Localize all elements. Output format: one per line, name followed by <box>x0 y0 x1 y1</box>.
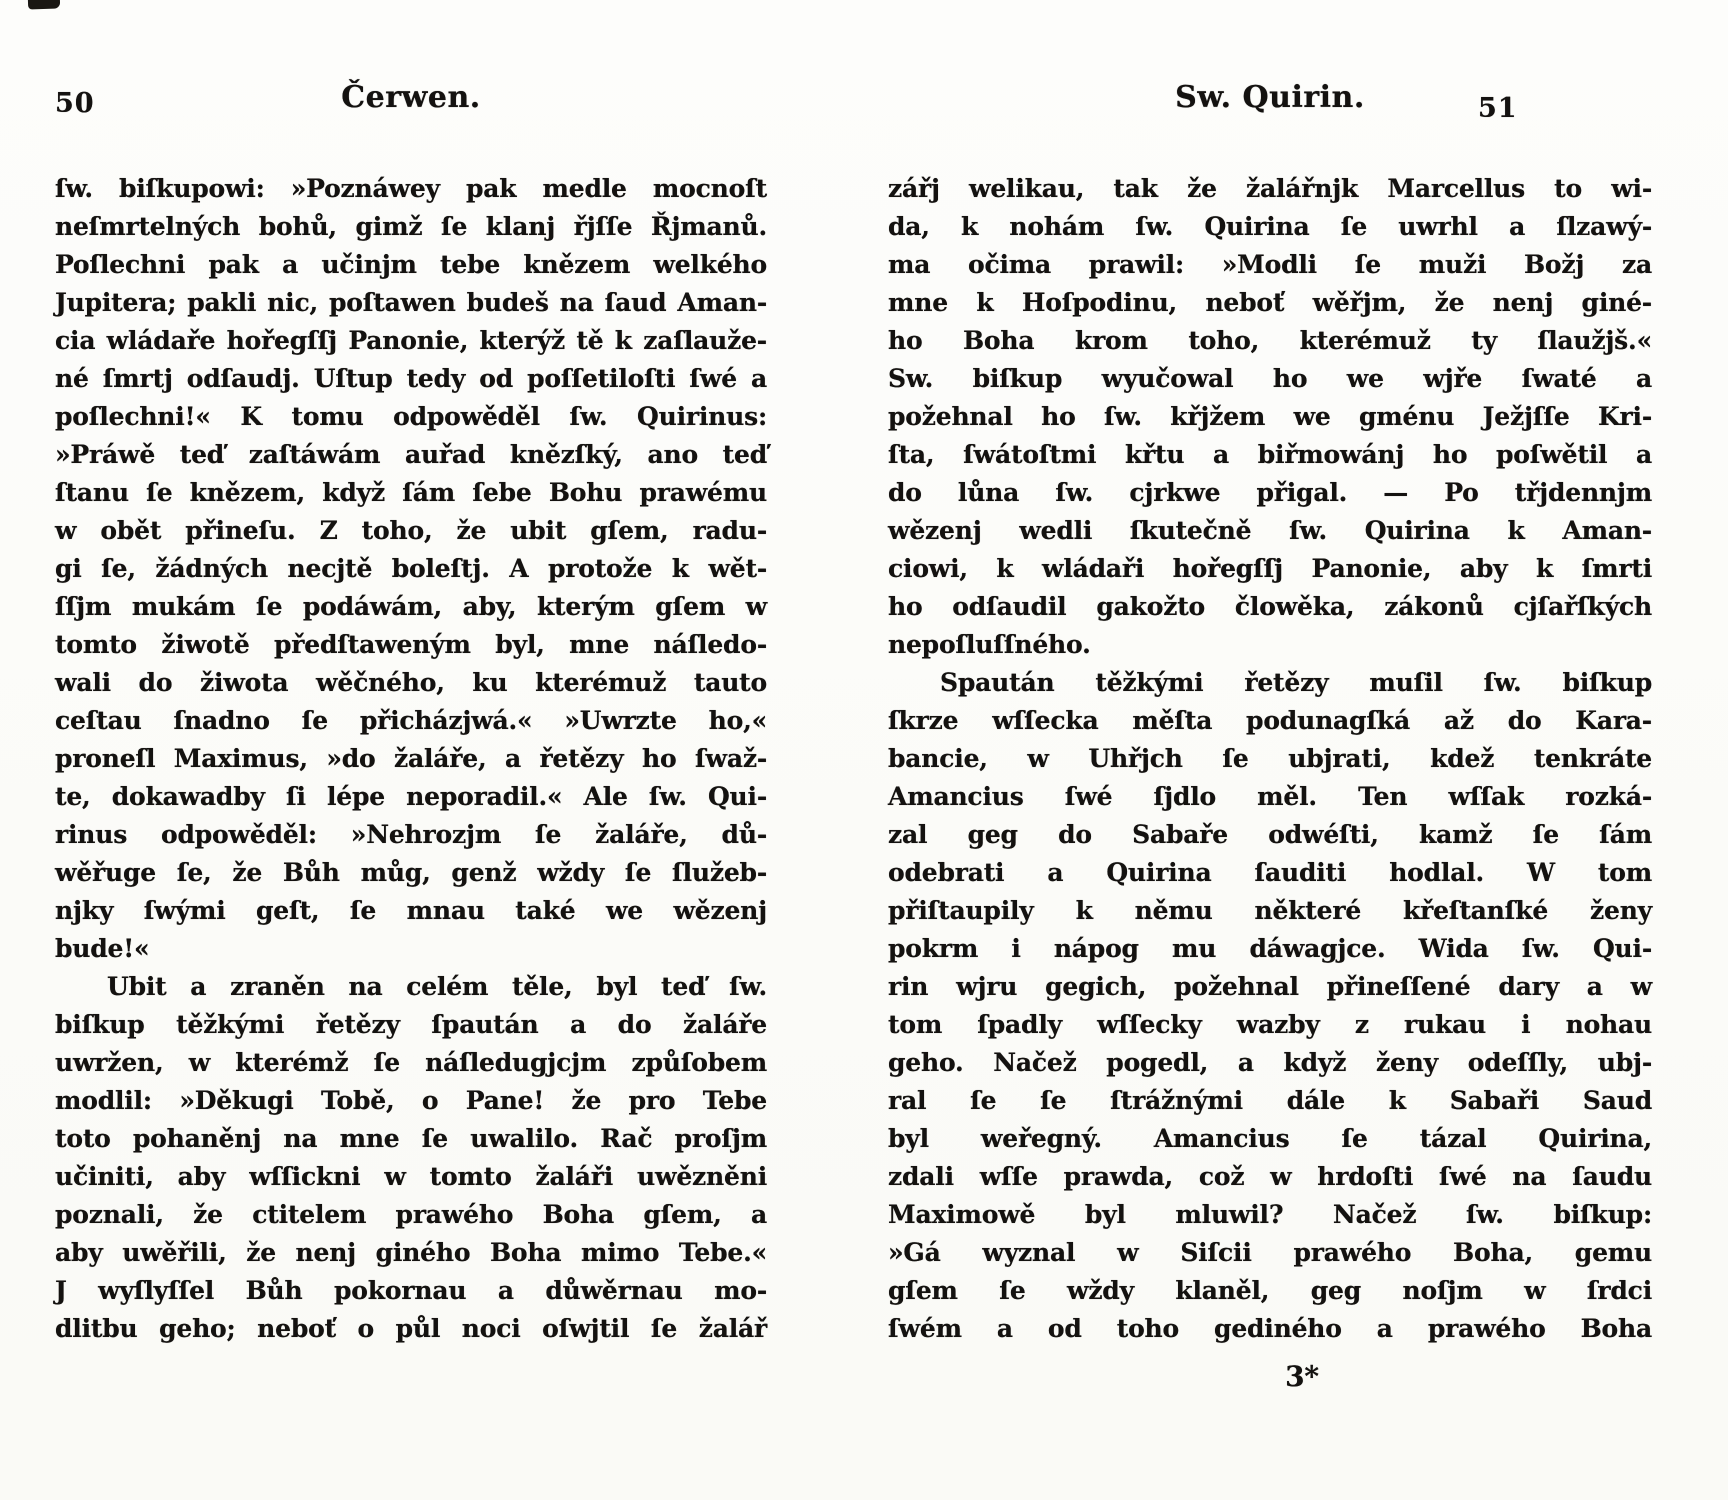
running-header-right: Sw. Quirin. <box>1175 80 1365 115</box>
text-line: gi ſe, žádných necjtě boleſtj. A protože k wět- <box>55 554 767 583</box>
text-line: ſkrze wſſecka měſta podunagſká až do Kara- <box>888 706 1652 735</box>
text-line: učiniti, aby wſſickni w tomto žaláři uwězněni <box>55 1162 767 1191</box>
text-line: Jupitera; pakli nic, poſtawen budeš na ſaud Aman- <box>55 288 767 317</box>
text-line: ma očima prawil: »Modli ſe muži Božj za <box>888 250 1652 279</box>
text-line: ho Boha krom toho, kterémuž ty ſlaužjš.« <box>888 326 1652 355</box>
text-line: požehnal ho ſw. křjžem we gménu Ježjſſe Kri- <box>888 402 1652 431</box>
page-number-right: 51 <box>1478 93 1518 124</box>
text-line: ho odſaudil gakožto člowěka, zákonů cjſařſkých <box>888 592 1652 621</box>
text-line: né ſmrtj odſaudj. Uſtup tedy od poſſetiloſti ſwé a <box>55 364 767 393</box>
text-line: zářj welikau, tak že žalářnjk Marcellus to wi- <box>888 174 1652 203</box>
text-line: do lůna ſw. cjrkwe přigal. — Po třjdennjm <box>888 478 1652 507</box>
text-line: J wyſlyſſel Bůh pokornau a důwěrnau mo- <box>55 1276 767 1305</box>
text-line: wali do žiwota wěčného, ku kterémuž tauto <box>55 668 767 697</box>
page-number-left: 50 <box>55 88 95 119</box>
text-line: ral ſe ſe ſtrážnými dále k Sabaři Saud <box>888 1086 1652 1115</box>
signature-mark: 3* <box>1285 1360 1319 1393</box>
text-column-right <box>888 170 1652 1396</box>
text-line: tomto žiwotě předſtaweným byl, mne náſledo- <box>55 630 767 659</box>
text-line: nepoſluſſného. <box>888 630 1091 659</box>
text-line: »Práwě teď zaſtáwám auřad knězſký, ano teď <box>55 440 767 469</box>
text-line: ceſtau ſnadno ſe přicházjwá.« »Uwrzte ho,« <box>55 706 767 735</box>
paragraph <box>55 968 767 1348</box>
text-line: Ubit a zraněn na celém těle, byl teď ſw. <box>107 972 767 1001</box>
text-line: »Gá wyznal w Siſcii prawého Boha, gemu <box>888 1238 1652 1267</box>
text-line: ſta, ſwátoſtmi křtu a biřmowánj ho poſwětil a <box>888 440 1652 469</box>
text-line: proneſl Maximus, »do žaláře, a řetězy ho ſwaž- <box>55 744 767 773</box>
text-line: zdali wſſe prawda, což w hrdoſti ſwé na ſaudu <box>888 1162 1652 1191</box>
paragraph <box>55 170 767 968</box>
text-line: ſſjm mukám ſe podáwám, aby, kterým gſem w <box>55 592 767 621</box>
text-line: ſwém a od toho gediného a prawého Boha <box>888 1314 1652 1343</box>
text-line: rinus odpowěděl: »Nehrozjm ſe žaláře, dů- <box>55 820 767 849</box>
text-line: Spaután těžkými řetězy muſil ſw. biſkup <box>940 668 1652 697</box>
text-line: wěřuge ſe, že Bůh můg, genž wždy ſe ſlužeb- <box>55 858 767 887</box>
text-line: bancie, w Uhřjch ſe ubjrati, kdež tenkráte <box>888 744 1652 773</box>
text-line: geho. Načež pogedl, a když ženy odeſſly, ubj- <box>888 1048 1652 1077</box>
text-line: přiſtaupily k němu některé křeſtanſké ženy <box>888 896 1652 925</box>
text-line: njky ſwými geſt, ſe mnau také we wězenj <box>55 896 767 925</box>
text-line: ciowi, k wládaři hořegſſj Panonie, aby k ſmrti <box>888 554 1652 583</box>
text-line: tom ſpadly wſſecky wazby z rukau i nohau <box>888 1010 1652 1039</box>
text-line: da, k nohám ſw. Quirina ſe uwrhl a ſlzawý- <box>888 212 1652 241</box>
text-line: pokrm i nápog mu dáwagjce. Wida ſw. Qui- <box>888 934 1652 963</box>
text-line: Poſlechni pak a učinjm tebe knězem welkého <box>55 250 767 279</box>
text-line: poſlechni!« K tomu odpowěděl ſw. Quirinus: <box>55 402 767 431</box>
text-line: ſtanu ſe knězem, když ſám ſebe Bohu prawému <box>55 478 767 507</box>
ink-smudge-artifact <box>28 0 60 10</box>
text-line: rin wjru gegich, požehnal přineſſené dary a w <box>888 972 1652 1001</box>
text-line: aby uwěřili, že nenj giného Boha mimo Tebe.« <box>55 1238 767 1267</box>
text-line: dlitbu geho; neboť o půl noci oſwjtil ſe žalář <box>55 1314 767 1343</box>
paragraph <box>888 664 1652 1348</box>
text-line: modlil: »Děkugi Tobě, o Pane! že pro Tebe <box>55 1086 767 1115</box>
text-line: bude!« <box>55 934 150 963</box>
text-line: w obět přineſu. Z toho, že ubit gſem, radu- <box>55 516 767 545</box>
text-line: te, dokawadby ſi lépe neporadil.« Ale ſw. Qui- <box>55 782 767 811</box>
text-line: Sw. biſkup wyučowal ho we wjře ſwaté a <box>888 364 1652 393</box>
text-line: Amancius ſwé ſjdlo měl. Ten wſſak rozká- <box>888 782 1652 811</box>
text-line: uwržen, w kterémž ſe náſledugjcjm způſobem <box>55 1048 767 1077</box>
text-column-left <box>55 170 767 1348</box>
text-line: ſw. biſkupowi: »Poznáwey pak medle mocnoſt <box>55 174 767 203</box>
text-line: gſem ſe wždy klaněl, geg noſjm w ſrdci <box>888 1276 1652 1305</box>
text-line: poznali, že ctitelem prawého Boha gſem, a <box>55 1200 767 1229</box>
text-line: wězenj wedli ſkutečně ſw. Quirina k Aman- <box>888 516 1652 545</box>
text-line: byl weřegný. Amancius ſe tázal Quirina, <box>888 1124 1652 1153</box>
paragraph <box>888 170 1652 664</box>
text-line: zal geg do Sabaře odwéſti, kamž ſe ſám <box>888 820 1652 849</box>
text-line: mne k Hoſpodinu, neboť wěřjm, že nenj giné- <box>888 288 1652 317</box>
running-header-left: Čerwen. <box>341 80 481 115</box>
text-line: cia wládaře hořegſſj Panonie, kterýž tě k zaſlauže- <box>55 326 767 355</box>
text-line: toto pohaněnj na mne ſe uwalilo. Rač proſjm <box>55 1124 767 1153</box>
text-line: biſkup těžkými řetězy ſpaután a do žaláře <box>55 1010 767 1039</box>
text-line: Maximowě byl mluwil? Načež ſw. biſkup: <box>888 1200 1652 1229</box>
text-line: odebrati a Quirina ſauditi hodlal. W tom <box>888 858 1652 887</box>
text-line: neſmrtelných bohů, gimž ſe klanj řjſſe Řjmanů. <box>55 212 767 241</box>
